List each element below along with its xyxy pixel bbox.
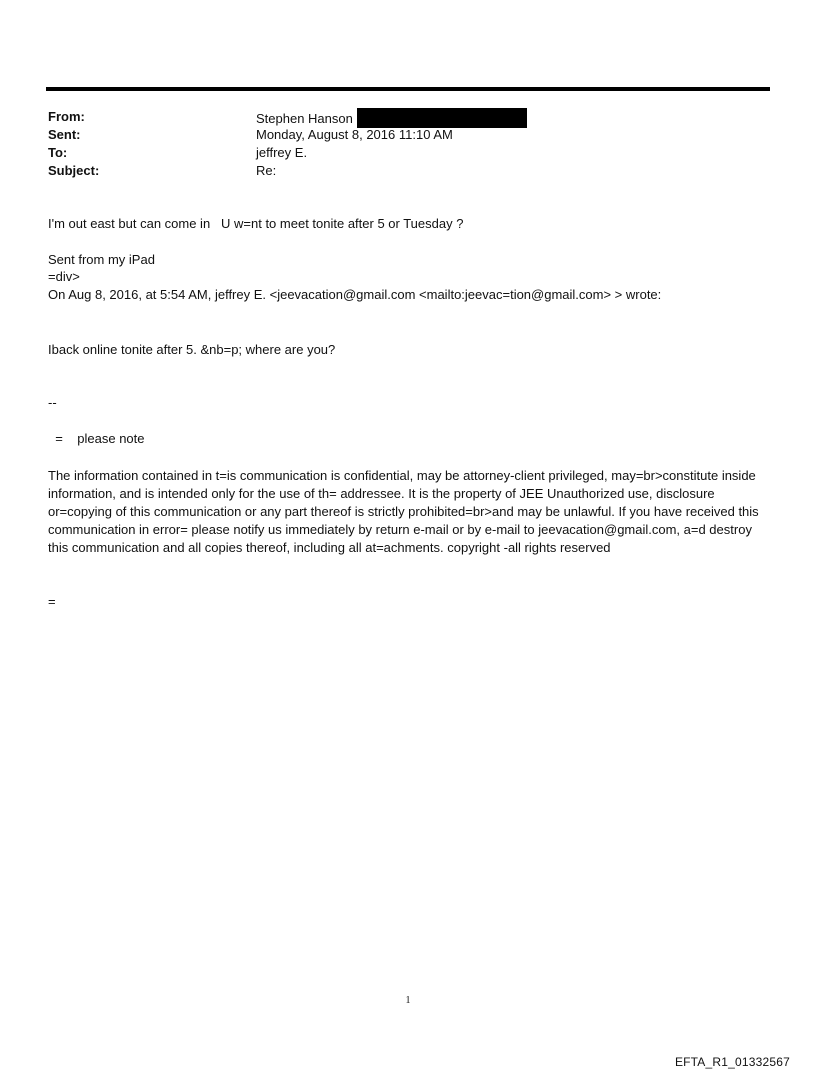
to-label: To:	[48, 145, 68, 160]
header-divider	[46, 87, 770, 91]
page-number: 1	[405, 995, 411, 1006]
signature-separator: --	[48, 395, 57, 410]
from-value-wrap	[256, 108, 527, 128]
please-note-line: = please note	[48, 431, 145, 446]
to-row	[48, 144, 748, 162]
from-row	[48, 108, 748, 126]
trailing-artifact: =	[48, 594, 56, 609]
subject-value: Re:	[256, 163, 277, 178]
quoted-message: Iback online tonite after 5. &nb=p; where are you?	[48, 342, 336, 357]
quote-header: On Aug 8, 2016, at 5:54 AM, jeffrey E. <jeevacation@gmail.com <mailto:jeevac=tion@gmail.com> > wrote:	[48, 287, 662, 302]
redaction-block	[357, 108, 527, 128]
div-artifact: =div>	[48, 269, 80, 284]
sent-label: Sent:	[48, 127, 81, 142]
bates-number: EFTA_R1_01332567	[674, 1055, 790, 1069]
to-value: jeffrey E.	[256, 145, 308, 160]
sent-row	[48, 126, 748, 144]
from-label: From:	[48, 109, 85, 124]
from-value: Stephen Hanson	[256, 111, 353, 126]
sent-from-signature: Sent from my iPad	[48, 252, 155, 267]
subject-row	[48, 162, 748, 180]
email-header	[48, 108, 748, 180]
sent-value: Monday, August 8, 2016 11:10 AM	[256, 127, 453, 142]
subject-label: Subject:	[48, 163, 100, 178]
message-line: I'm out east but can come in U w=nt to meet tonite after 5 or Tuesday ?	[48, 216, 464, 231]
confidentiality-disclaimer: The information contained in t=is communication is confidential, may be attorney-client privileged, may=br>constitute inside information, and is intended only for the use of th= addressee. It is the property of JEE Unauthorized use, disclosure or=copying of this communication or any part thereof is strictly prohibited=br>and may be unlawful. If you have received this communication in error= please notify us immediately by return e-mail or by e-mail to jeevacation@gmail.com, a=d destroy this communication and all copies thereof, including all at=achments. copyright -all rights reserved	[48, 468, 763, 555]
